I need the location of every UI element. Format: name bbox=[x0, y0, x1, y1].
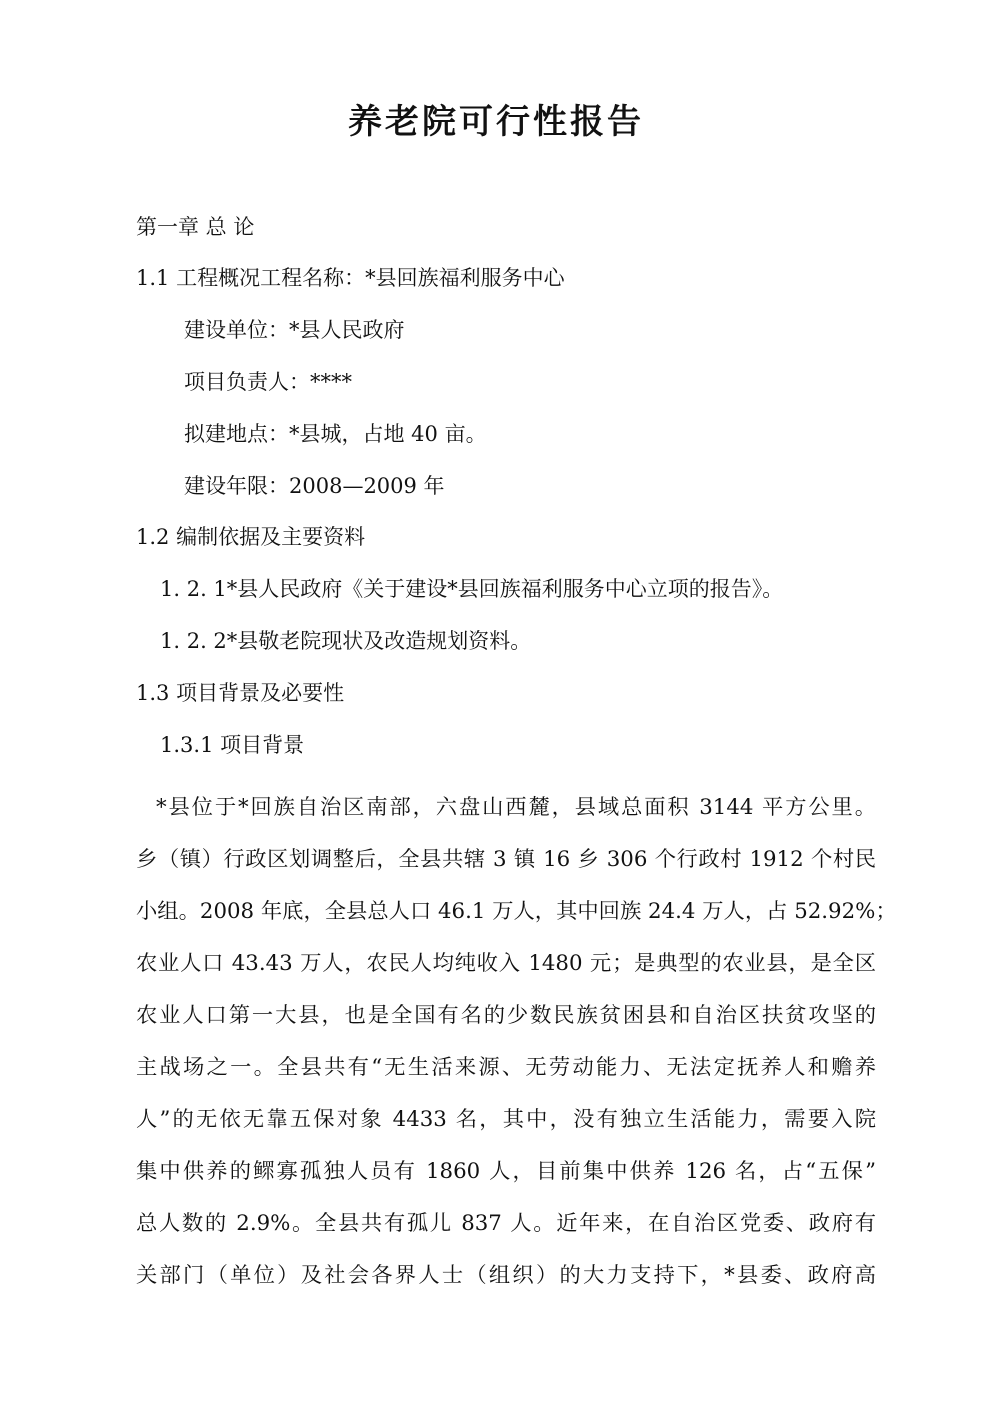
item-1-2-2: 1. 2. 2*县敬老院现状及改造规划资料。 bbox=[160, 629, 532, 653]
paragraph-line: 乡（镇）行政区划调整后，全县共辖 3 镇 16 乡 306 个行政村 1912 个村民 bbox=[136, 847, 876, 872]
info-project-lead: 项目负责人：**** bbox=[184, 370, 352, 394]
paragraph-line: 集中供养的鳏寡孤独人员有 1860 人，目前集中供养 126 名，占“五保” bbox=[136, 1159, 876, 1184]
paragraph-line: 总人数的 2.9%。全县共有孤儿 837 人。近年来，在自治区党委、政府有 bbox=[136, 1211, 876, 1236]
chapter-heading: 第一章 总 论 bbox=[136, 215, 255, 239]
info-site: 拟建地点：*县城，占地 40 亩。 bbox=[184, 422, 487, 446]
paragraph-line: *县位于*回族自治区南部，六盘山西麓，县域总面积 3144 平方公里。 bbox=[156, 795, 876, 820]
paragraph-line: 关部门（单位）及社会各界人士（组织）的大力支持下，*县委、政府高 bbox=[136, 1263, 876, 1288]
paragraph-line: 农业人口第一大县，也是全国有名的少数民族贫困县和自治区扶贫攻坚的 bbox=[136, 1003, 876, 1028]
section-1-1-heading: 1.1 工程概况工程名称：*县回族福利服务中心 bbox=[136, 266, 565, 290]
item-1-2-1: 1. 2. 1*县人民政府《关于建设*县回族福利服务中心立项的报告》。 bbox=[160, 577, 784, 601]
paragraph-line: 人”的无依无靠五保对象 4433 名，其中，没有独立生活能力，需要入院 bbox=[136, 1107, 876, 1132]
paragraph-line: 主战场之一。全县共有“无生活来源、无劳动能力、无法定抚养人和赡养 bbox=[136, 1055, 876, 1080]
paragraph-line: 小组。2008 年底，全县总人口 46.1 万人，其中回族 24.4 万人，占 52.92%； bbox=[136, 899, 897, 924]
background-paragraph bbox=[136, 782, 897, 1302]
paragraph-line: 农业人口 43.43 万人，农民人均纯收入 1480 元；是典型的农业县，是全区 bbox=[136, 951, 876, 976]
info-construction-unit: 建设单位：*县人民政府 bbox=[184, 318, 405, 342]
info-period: 建设年限：2008—2009 年 bbox=[184, 474, 445, 498]
section-1-2-heading: 1.2 编制依据及主要资料 bbox=[136, 525, 366, 549]
section-1-3-heading: 1.3 项目背景及必要性 bbox=[136, 681, 345, 705]
section-1-3-1-heading: 1.3.1 项目背景 bbox=[160, 733, 305, 757]
document-title: 养老院可行性报告 bbox=[348, 102, 644, 142]
